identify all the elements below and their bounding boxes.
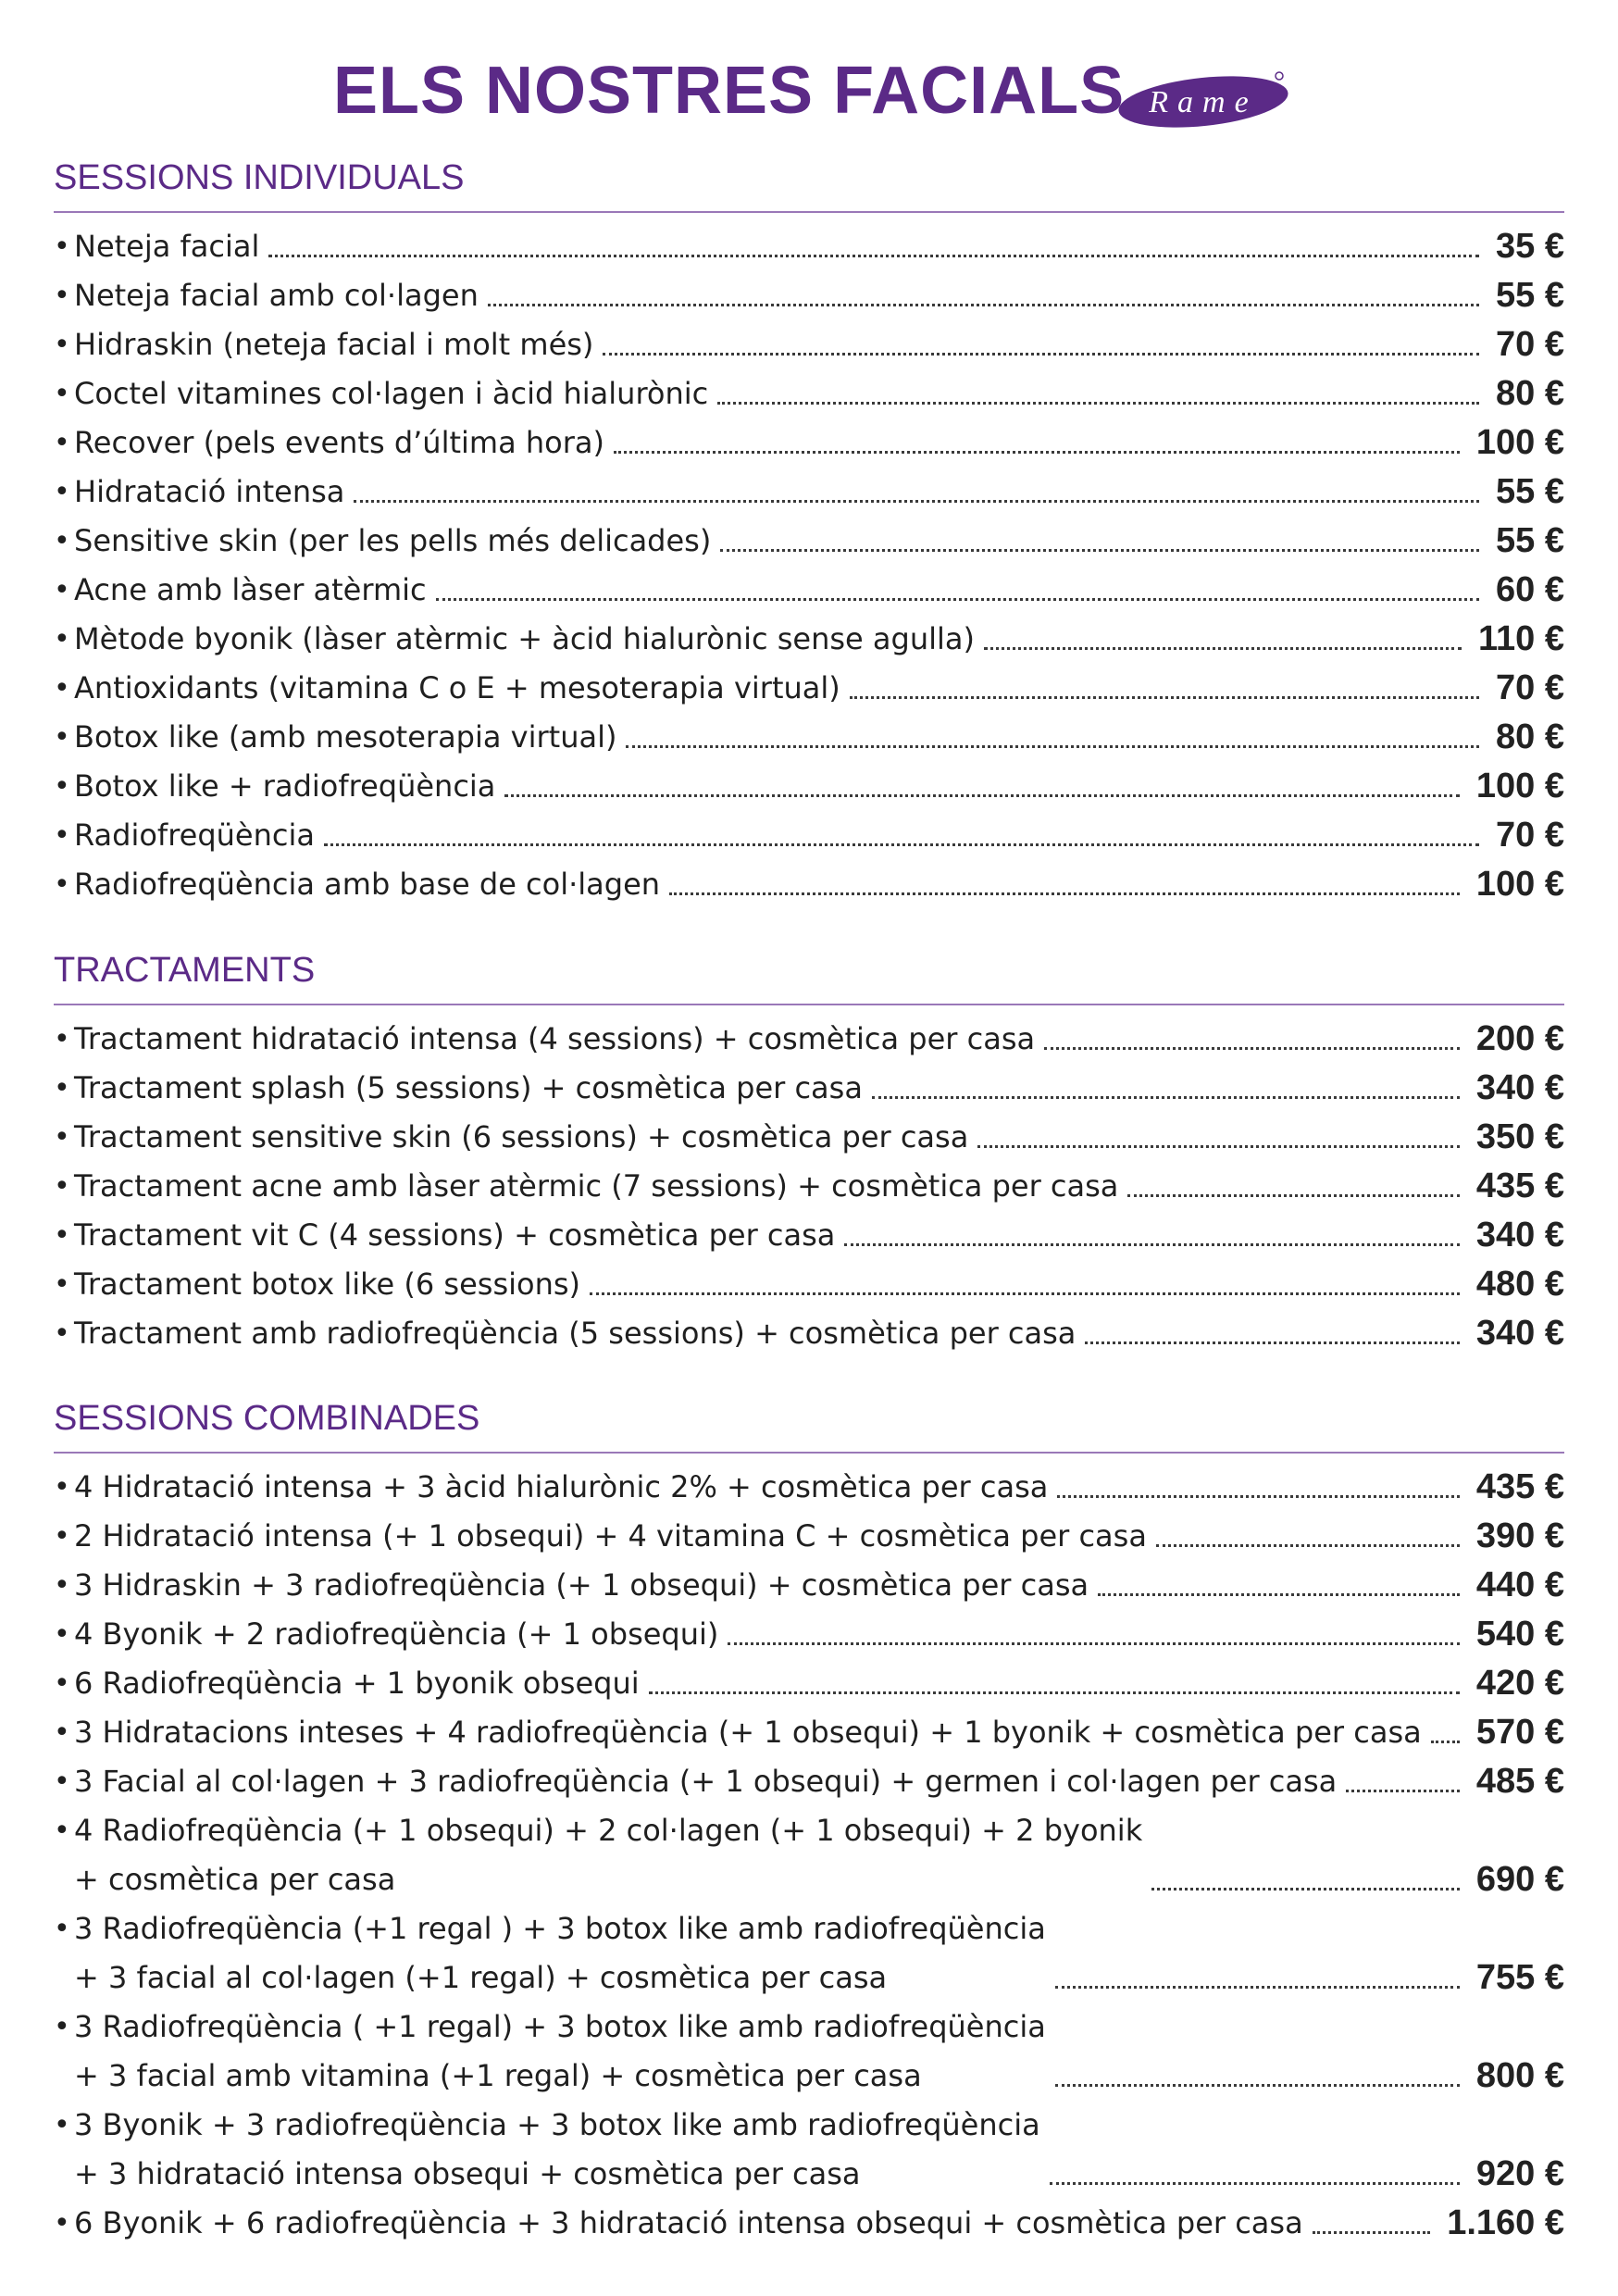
dotted-leader (603, 353, 1479, 356)
treatment-name: 3 Facial al col·lagen + 3 radiofreqüència (+ 1 obsequi) + germen i col·lagen per casa (74, 1764, 1338, 1799)
treatment-name: Recover (pels events d’última hora) (74, 425, 604, 460)
treatment-name: Mètode byonik (làser atèrmic + àcid hialurònic sense agulla) (74, 621, 975, 656)
treatment-name: Radiofreqüència amb base de col·lagen (74, 867, 661, 902)
treatment-name: Neteja facial amb col·lagen (74, 278, 479, 313)
price: 80 € (1496, 718, 1564, 756)
dotted-leader (268, 255, 1479, 257)
price: 100 € (1475, 865, 1564, 904)
treatment-name: Tractament splash (5 sessions) + cosmètica per casa (74, 1070, 863, 1105)
dotted-leader (614, 451, 1460, 454)
bullet: • (54, 1913, 70, 1945)
treatment-name: Coctel vitamines col·lagen i àcid hialurònic (74, 376, 709, 411)
price-list-item (54, 762, 1564, 811)
price: 755 € (1475, 1958, 1564, 1997)
treatment-name: Antioxidants (vitamina C o E + mesoterapia virtual) (74, 670, 840, 705)
dotted-leader (590, 1292, 1460, 1295)
price-list-item (54, 1757, 1564, 1806)
price: 110 € (1478, 619, 1564, 658)
price-list-item (54, 1708, 1564, 1757)
dotted-leader (436, 598, 1479, 601)
price: 80 € (1496, 374, 1564, 413)
bullet: • (54, 1667, 70, 1700)
price: 350 € (1475, 1117, 1564, 1156)
bullet: • (54, 1072, 70, 1104)
price-list-item (54, 2003, 1564, 2101)
section-title: SESSIONS COMBINADES (54, 1399, 480, 1438)
price-list-item (54, 369, 1564, 418)
dotted-leader (977, 1145, 1460, 1148)
bullet: • (54, 1618, 70, 1651)
bullet: • (54, 1520, 70, 1553)
price: 570 € (1475, 1713, 1564, 1752)
bullet: • (54, 1219, 70, 1252)
price: 55 € (1496, 472, 1564, 511)
price-list-item (54, 1015, 1564, 1064)
dotted-leader (669, 892, 1460, 895)
dotted-leader (1127, 1194, 1460, 1197)
dotted-leader (1313, 2231, 1431, 2234)
dotted-leader (504, 794, 1460, 797)
price-list (54, 1015, 1564, 1358)
price-list-item (54, 1064, 1564, 1113)
dotted-leader (649, 1691, 1460, 1694)
price-list-item (54, 1806, 1564, 1904)
price-list-item (54, 517, 1564, 566)
bullet: • (54, 1023, 70, 1055)
dotted-leader (1057, 1495, 1460, 1498)
dotted-leader (844, 1243, 1460, 1246)
section-title: TRACTAMENTS (54, 951, 316, 990)
treatment-name: Hidraskin (neteja facial i molt més) (74, 327, 594, 362)
price-list-item (54, 1659, 1564, 1708)
price: 435 € (1475, 1167, 1564, 1205)
treatment-name: 3 Hidraskin + 3 radiofreqüència (+ 1 obsequi) + cosmètica per casa (74, 1567, 1089, 1603)
treatment-name: Tractament acne amb làser atèrmic (7 sessions) + cosmètica per casa (74, 1168, 1119, 1204)
price-list-item (54, 271, 1564, 320)
bullet: • (54, 231, 70, 263)
price-list-item (54, 222, 1564, 271)
price: 690 € (1475, 1860, 1564, 1899)
price-list-item (54, 1309, 1564, 1358)
price-list-item (54, 1211, 1564, 1260)
dotted-leader (717, 402, 1479, 405)
bullet: • (54, 721, 70, 754)
dotted-leader (984, 647, 1462, 650)
bullet: • (54, 1268, 70, 1301)
treatment-name: 3 Byonik + 3 radiofreqüència + 3 botox like amb radiofreqüència + 3 hidratació intensa obsequi + cosmètica per casa (74, 2107, 1040, 2191)
dotted-leader (626, 745, 1479, 748)
price: 55 € (1496, 276, 1564, 315)
treatment-name: 4 Radiofreqüència (+ 1 obsequi) + 2 col·lagen (+ 1 obsequi) + 2 byonik + cosmètica per casa (74, 1813, 1143, 1897)
price: 440 € (1475, 1566, 1564, 1604)
dotted-leader (1151, 1888, 1460, 1890)
dotted-leader (1156, 1544, 1460, 1547)
dotted-leader (850, 696, 1479, 699)
price: 390 € (1475, 1516, 1564, 1555)
price-list-item (54, 2199, 1564, 2248)
treatment-name: 3 Radiofreqüència ( +1 regal) + 3 botox like amb radiofreqüència + 3 facial amb vitamina (+1 regal) + cosmètica per casa (74, 2009, 1046, 2093)
bullet: • (54, 1170, 70, 1203)
dotted-leader (1085, 1341, 1460, 1344)
logo-text: Rame (1149, 85, 1258, 119)
price: 800 € (1475, 2056, 1564, 2095)
price-list-item (54, 664, 1564, 713)
bullet: • (54, 1766, 70, 1798)
price-list-item (54, 1463, 1564, 1512)
page-title: ELS NOSTRES FACIALS (333, 54, 1126, 128)
price: 435 € (1475, 1467, 1564, 1506)
dotted-leader (488, 304, 1479, 306)
bullet: • (54, 1317, 70, 1350)
price-list-item (54, 615, 1564, 664)
section-sessions-individuals (54, 156, 1564, 909)
price: 540 € (1475, 1615, 1564, 1653)
price: 100 € (1475, 767, 1564, 805)
bullet: • (54, 2109, 70, 2141)
dotted-leader (1055, 1986, 1460, 1989)
price: 200 € (1475, 1019, 1564, 1058)
bullet: • (54, 427, 70, 459)
price-list-item (54, 713, 1564, 762)
price: 100 € (1475, 423, 1564, 462)
bullet: • (54, 1569, 70, 1602)
price-list-item (54, 860, 1564, 909)
treatment-name: Botox like + radiofreqüència (74, 768, 496, 804)
price: 340 € (1475, 1314, 1564, 1353)
bullet: • (54, 2011, 70, 2043)
rame-logo (1111, 61, 1296, 137)
bullet: • (54, 672, 70, 705)
treatment-name: Sensitive skin (per les pells més delicades) (74, 523, 712, 558)
price: 480 € (1475, 1265, 1564, 1304)
bullet: • (54, 2207, 70, 2240)
price-list (54, 1463, 1564, 2248)
price-list-item (54, 1260, 1564, 1309)
price-list-item (54, 468, 1564, 517)
bullet: • (54, 623, 70, 655)
price-list-item (54, 566, 1564, 615)
bullet: • (54, 819, 70, 852)
price: 340 € (1475, 1068, 1564, 1107)
treatment-name: Botox like (amb mesoterapia virtual) (74, 719, 617, 755)
price-list-item (54, 1512, 1564, 1561)
price-list-item (54, 1904, 1564, 2003)
bullet: • (54, 525, 70, 557)
section-divider (54, 211, 1564, 213)
price-list (54, 222, 1564, 909)
price-list-item (54, 1113, 1564, 1162)
treatment-name: Tractament botox like (6 sessions) (74, 1267, 581, 1302)
price-list-item (54, 320, 1564, 369)
treatment-name: 4 Hidratació intensa + 3 àcid hialurònic 2% + cosmètica per casa (74, 1469, 1049, 1504)
price: 70 € (1496, 325, 1564, 364)
bullet: • (54, 770, 70, 803)
bullet: • (54, 1716, 70, 1749)
treatment-name: Acne amb làser atèrmic (74, 572, 427, 607)
price: 420 € (1475, 1664, 1564, 1703)
section-tractaments (54, 948, 1564, 1358)
price-list-item (54, 1561, 1564, 1610)
price-list-item (54, 2101, 1564, 2199)
treatment-name: Tractament hidratació intensa (4 sessions) + cosmètica per casa (74, 1021, 1036, 1056)
dotted-leader (720, 549, 1479, 552)
price: 485 € (1475, 1762, 1564, 1801)
price-list-item (54, 811, 1564, 860)
price: 55 € (1496, 521, 1564, 560)
dotted-leader (728, 1642, 1460, 1645)
price-list-item (54, 1162, 1564, 1211)
price: 35 € (1496, 227, 1564, 266)
price: 1.160 € (1447, 2203, 1564, 2242)
treatment-name: Tractament sensitive skin (6 sessions) + cosmètica per casa (74, 1119, 969, 1154)
bullet: • (54, 329, 70, 361)
dotted-leader (1098, 1593, 1460, 1596)
price: 60 € (1496, 570, 1564, 609)
dotted-leader (354, 500, 1479, 503)
treatment-name: 6 Radiofreqüència + 1 byonik obsequi (74, 1666, 640, 1701)
treatment-name: 2 Hidratació intensa (+ 1 obsequi) + 4 vitamina C + cosmètica per casa (74, 1518, 1147, 1554)
bullet: • (54, 574, 70, 606)
dotted-leader (872, 1096, 1460, 1099)
dotted-leader (324, 843, 1479, 846)
bullet: • (54, 476, 70, 508)
price: 70 € (1496, 668, 1564, 707)
price-list-item (54, 1610, 1564, 1659)
price: 340 € (1475, 1216, 1564, 1254)
treatment-name: Hidratació intensa (74, 474, 345, 509)
bullet: • (54, 378, 70, 410)
dotted-leader (1055, 2084, 1460, 2087)
treatment-name: 6 Byonik + 6 radiofreqüència + 3 hidratació intensa obsequi + cosmètica per casa (74, 2205, 1303, 2240)
dotted-leader (1346, 1790, 1460, 1792)
bullet: • (54, 1121, 70, 1154)
treatment-name: 4 Byonik + 2 radiofreqüència (+ 1 obsequi) (74, 1616, 719, 1652)
treatment-name: 3 Hidratacions inteses + 4 radiofreqüència (+ 1 obsequi) + 1 byonik + cosmètica per casa (74, 1715, 1422, 1750)
dotted-leader (1050, 2182, 1460, 2185)
bullet: • (54, 1471, 70, 1504)
treatment-name: Neteja facial (74, 229, 260, 264)
treatment-name: Tractament vit C (4 sessions) + cosmètica per casa (74, 1217, 836, 1253)
bullet: • (54, 868, 70, 901)
price: 920 € (1475, 2154, 1564, 2193)
treatment-name: Radiofreqüència (74, 817, 315, 853)
dotted-leader (1431, 1741, 1460, 1743)
page-header (0, 44, 1618, 146)
section-divider (54, 1452, 1564, 1454)
price-list-item (54, 418, 1564, 468)
dotted-leader (1044, 1047, 1460, 1050)
bullet: • (54, 280, 70, 312)
section-sessions-combinades (54, 1396, 1564, 2248)
bullet: • (54, 1815, 70, 1847)
price: 70 € (1496, 816, 1564, 855)
section-divider (54, 1004, 1564, 1005)
treatment-name: 3 Radiofreqüència (+1 regal ) + 3 botox like amb radiofreqüència + 3 facial al col·lagen (+1 regal) + cosmètica per casa (74, 1911, 1046, 1995)
section-title: SESSIONS INDIVIDUALS (54, 158, 465, 197)
treatment-name: Tractament amb radiofreqüència (5 sessions) + cosmètica per casa (74, 1316, 1077, 1351)
